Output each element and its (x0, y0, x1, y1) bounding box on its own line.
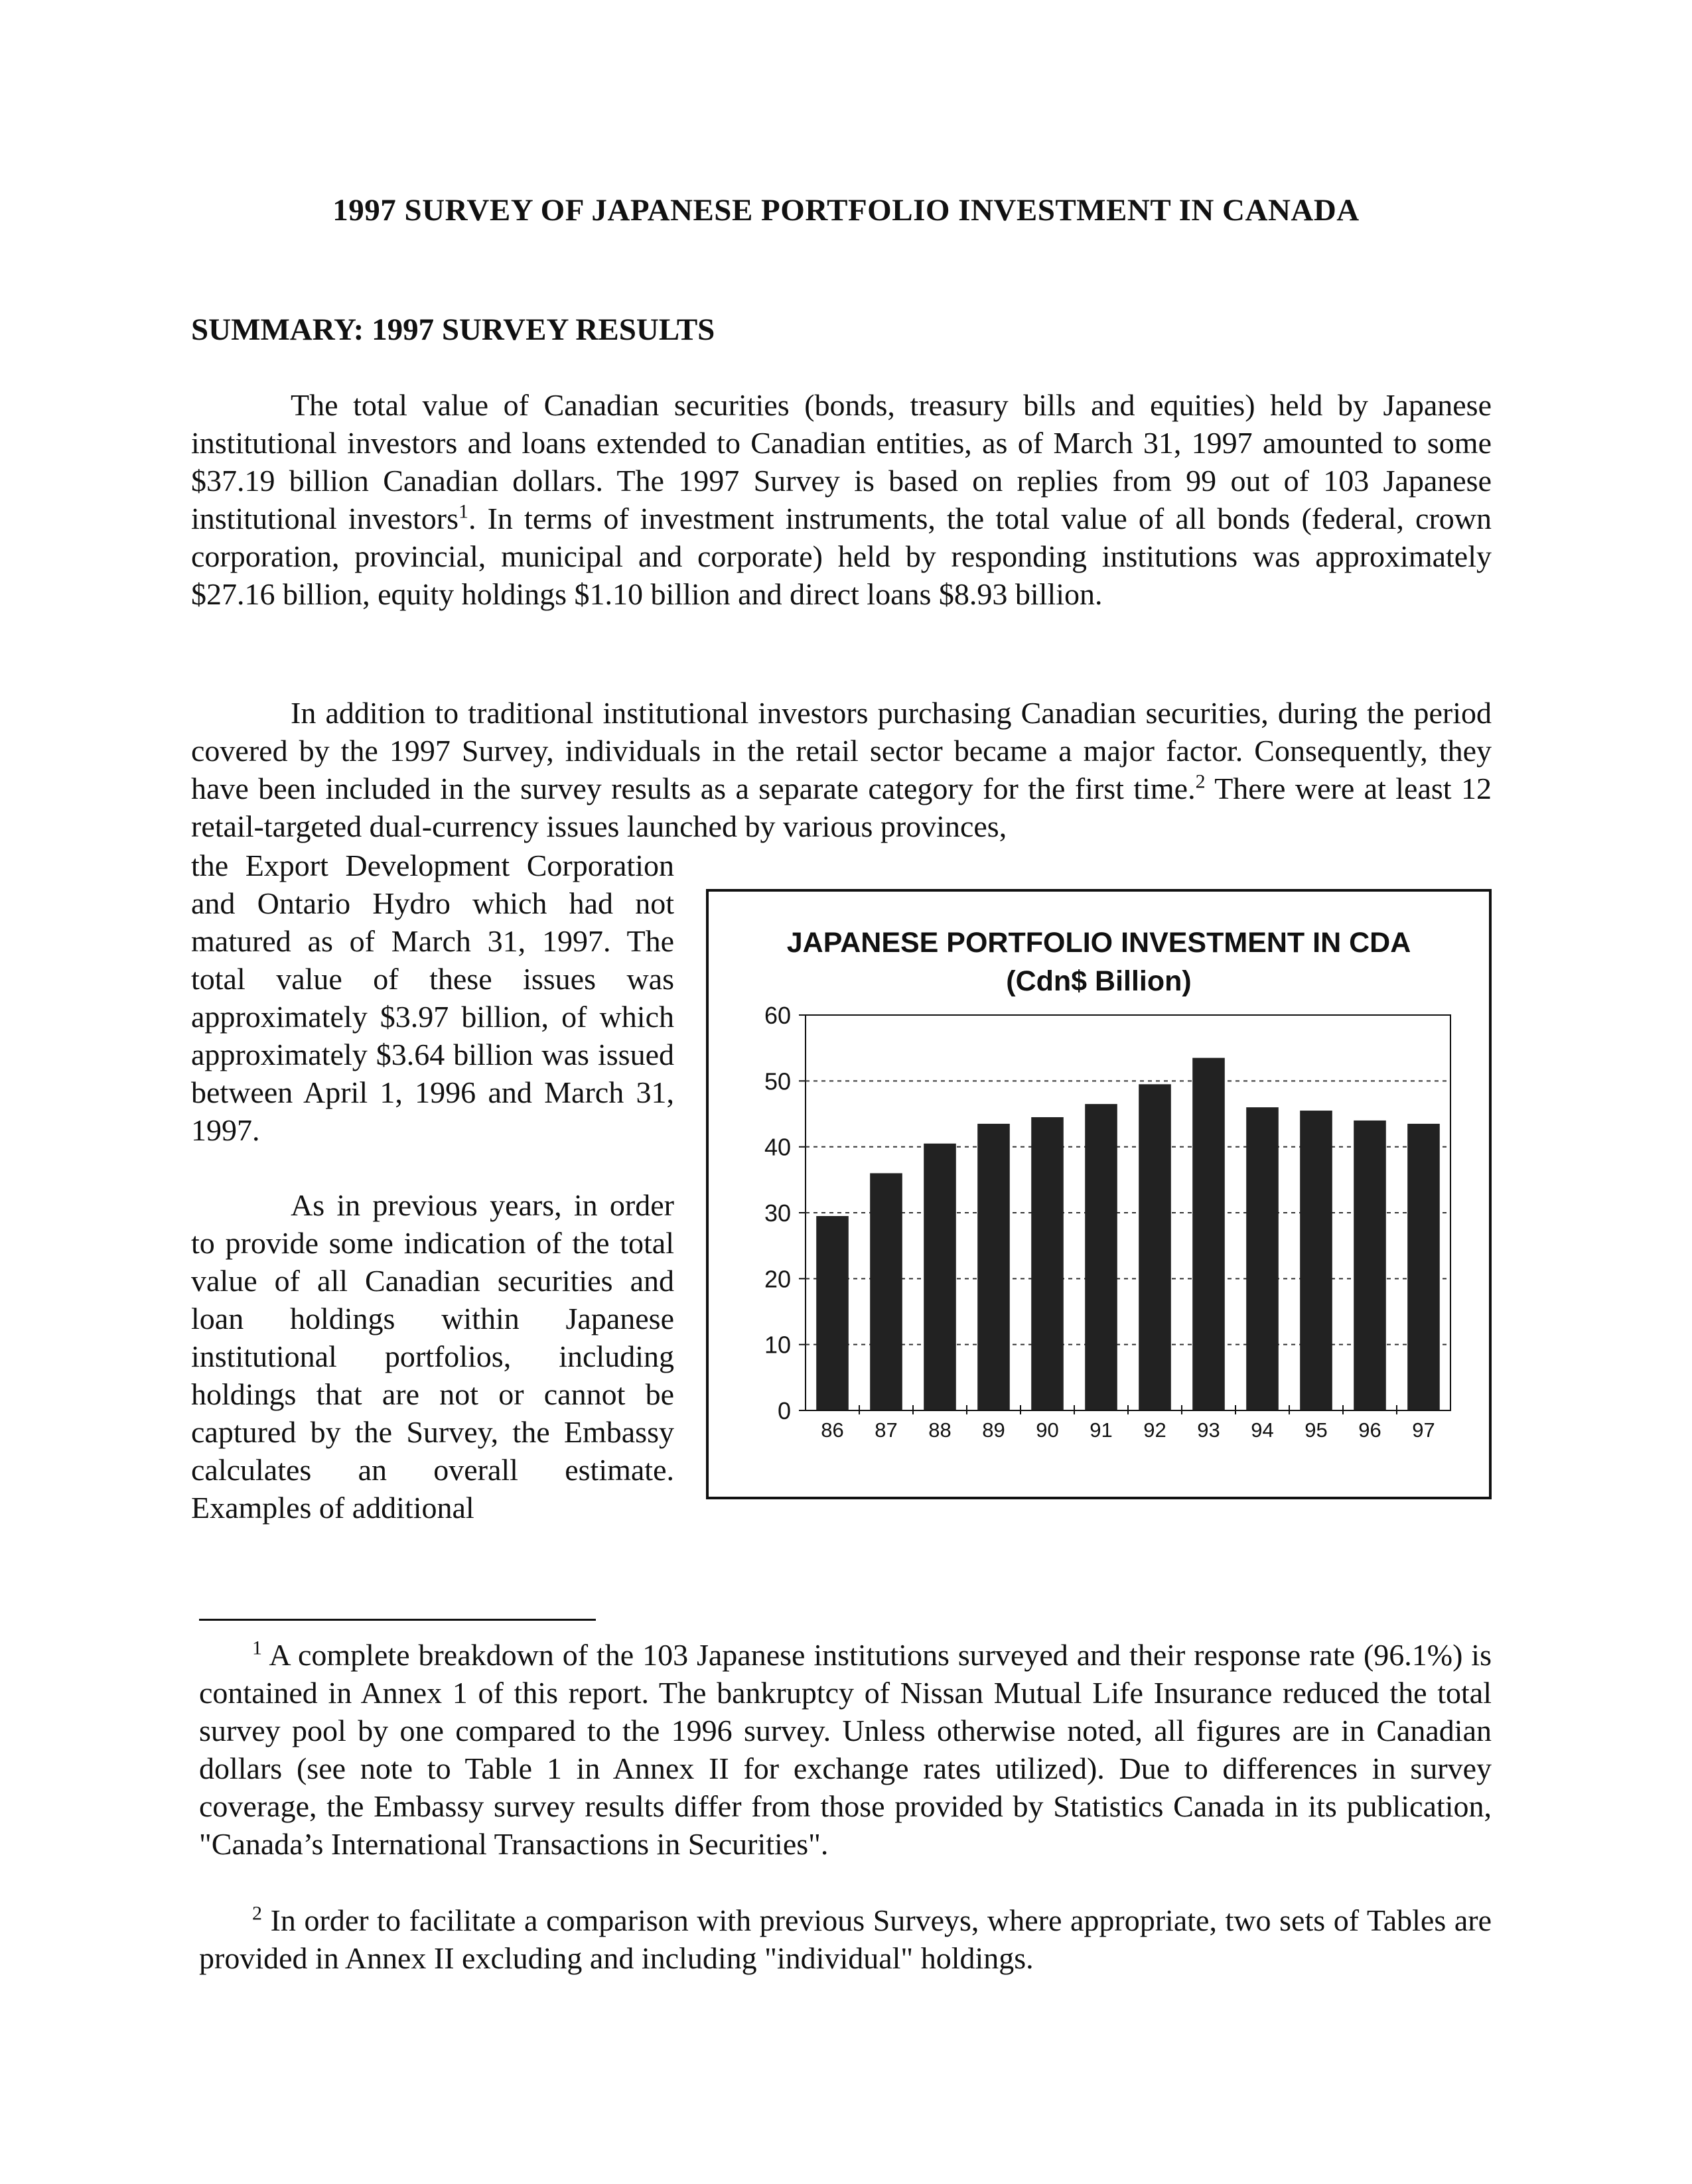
footnote-1 (199, 1636, 1492, 1863)
x-tick-label: 97 (1412, 1418, 1435, 1442)
bar (977, 1124, 1010, 1410)
paragraph-1 (191, 386, 1492, 613)
bar (1407, 1124, 1440, 1410)
x-tick-label: 86 (821, 1418, 844, 1442)
y-tick-label: 20 (764, 1265, 791, 1293)
x-tick-label: 90 (1036, 1418, 1059, 1442)
paragraph-3: As in previous years, in order to provide some indication of the total value of all Canadian securities and loan holdings within Japanese institutional portfolios, including holdings that are not or cannot be captured by the Survey, the Embassy calculates an overall estimate. Examples of additional (191, 1188, 674, 1525)
chart-plot (709, 892, 1489, 1497)
footnote-2 (199, 1901, 1492, 1977)
bar (1246, 1107, 1279, 1410)
y-tick-label: 60 (764, 1002, 791, 1029)
bar (816, 1216, 849, 1410)
paragraph-1-text: The total value of Canadian securities (bonds, treasury bills and equities) held by Japanese institutional investors and loans extended to Canadian entities, as of March 31, 1997 amounted to some $37.19 billion Canadian dollars. The 1997 Survey is based on replies from 99 out of 103 Japanese institutional investors (191, 388, 1492, 535)
y-tick-label: 50 (764, 1067, 791, 1095)
paragraph-2 (191, 694, 1492, 845)
bar-chart (706, 889, 1492, 1499)
y-tick-label: 0 (777, 1397, 791, 1424)
bar (1031, 1117, 1064, 1410)
x-tick-label: 88 (928, 1418, 952, 1442)
footnote-ref-1: 1 (458, 500, 468, 523)
bar (1085, 1104, 1117, 1410)
bar (1354, 1121, 1386, 1410)
x-tick-label: 87 (875, 1418, 898, 1442)
x-tick-label: 93 (1197, 1418, 1220, 1442)
section-heading: SUMMARY: 1997 SURVEY RESULTS (191, 312, 715, 347)
x-tick-label: 96 (1358, 1418, 1381, 1442)
x-tick-label: 94 (1251, 1418, 1274, 1442)
footnote-1-mark: 1 (252, 1637, 262, 1659)
bar (1300, 1111, 1332, 1410)
y-tick-label: 40 (764, 1133, 791, 1161)
chart-subtitle: (Cdn$ Billion) (1006, 965, 1192, 997)
footnote-2-text: In order to facilitate a comparison with previous Surveys, where appropriate, two sets of Tables are provided in Annex II excluding and including "individual" holdings. (199, 1903, 1492, 1975)
paragraph-1-text-cont: . In terms of investment instruments, the total value of all bonds (federal, crown corporation, provincial, municipal and corporate) held by responding institutions was approximately $27.16 billion, equity holdings $1.10 billion and direct loans $8.93 billion. (191, 502, 1492, 611)
footnote-1-text: A complete breakdown of the 103 Japanese institutions surveyed and their response rate (96.1%) is contained in Annex 1 of this report. The bankruptcy of Nissan Mutual Life Insurance reduced the total survey pool by one compared to the 1996 survey. Unless otherwise noted, all figures are in Canadian dollars (see note to Table 1 in Annex II for exchange rates utilized). Due to differences in survey coverage, the Embassy survey results differ from those provided by Statistics Canada in its publication, "Canada’s International Transactions in Securities". (199, 1638, 1492, 1861)
footnote-rule (199, 1619, 596, 1621)
footnote-2-mark: 2 (252, 1902, 262, 1925)
paragraph-2-column: the Export Development Corporation and Ontario Hydro which had not matured as of March 31, 1997. The total value of these issues was approximately $3.97 billion, of which approximately $3.64 billion was issued between April 1, 1996 and March 31, 1997. (191, 849, 674, 1147)
x-tick-label: 95 (1304, 1418, 1328, 1442)
bar (870, 1173, 902, 1410)
x-tick-label: 92 (1143, 1418, 1166, 1442)
footnote-ref-2: 2 (1195, 770, 1206, 793)
bar (1192, 1058, 1225, 1410)
y-tick-label: 10 (764, 1331, 791, 1359)
x-tick-label: 89 (982, 1418, 1005, 1442)
chart-title: JAPANESE PORTFOLIO INVESTMENT IN CDA (786, 927, 1411, 959)
bar (1139, 1084, 1171, 1410)
x-tick-label: 91 (1090, 1418, 1113, 1442)
document-title: 1997 SURVEY OF JAPANESE PORTFOLIO INVESTMENT IN CANADA (332, 193, 1360, 228)
paragraph-2-text-cont: There were at least 12 retail-targeted dual-currency issues launched by various provinces, (191, 772, 1492, 843)
paragraph-2-text: In addition to traditional institutional investors purchasing Canadian securities, during the period covered by the 1997 Survey, individuals in the retail sector became a major factor. Consequently, they have been included in the survey results as a separate category for the first time. (191, 696, 1492, 805)
bar (924, 1144, 956, 1410)
y-tick-label: 30 (764, 1199, 791, 1227)
